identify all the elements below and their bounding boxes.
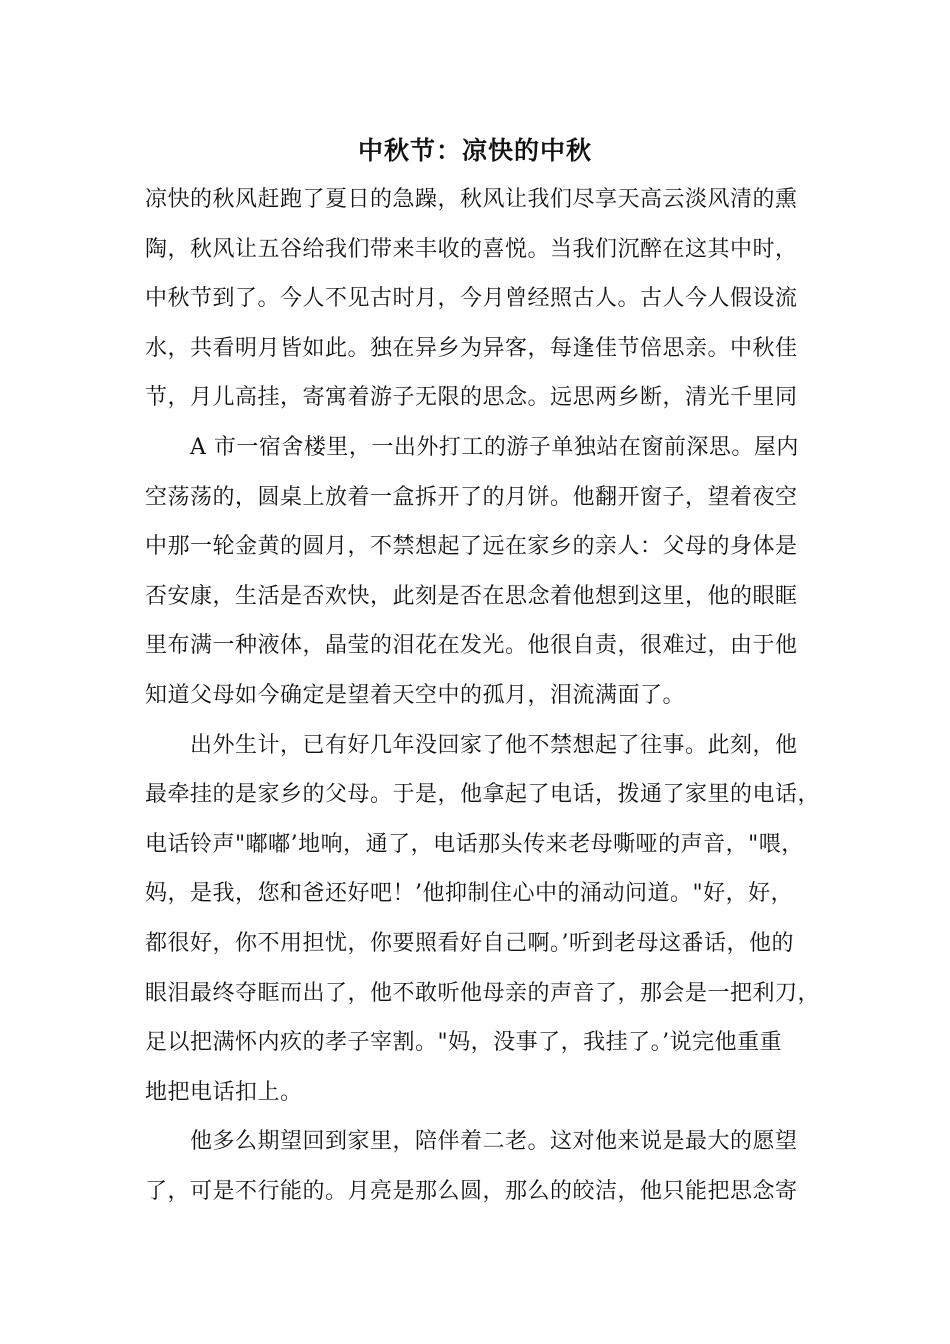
text-line: 空荡荡的，圆桌上放着一盒拆开了的月饼。他翻开窗子，望着夜空: [145, 484, 798, 510]
text-line: A 市一宿舍楼里，一出外打工的游子单独站在窗前深思。屋内: [190, 434, 799, 460]
text-line: 都很好，你不用担忧，你要照看好自己啊。’听到老母这番话，他的: [145, 930, 794, 956]
text-line: 水，共看明月皆如此。独在异乡为异客，每逢佳节倍思亲。中秋佳: [145, 335, 798, 361]
text-line: 了，可是不行能的。月亮是那么圆，那么的皎洁，他只能把思念寄: [145, 1178, 798, 1204]
text-line: 妈，是我，您和爸还好吧！’他抑制住心中的涌动问道。"好，好，: [145, 881, 794, 907]
document-body: [145, 182, 821, 1223]
text-line: 节，月儿高挂，寄寓着游子无限的思念。远思两乡断，清光千里同: [145, 385, 798, 411]
text-line: 最牵挂的是家乡的父母。于是，他拿起了电话，拨通了家里的电话，: [145, 782, 821, 808]
text-line: 里布满一种液体，晶莹的泪花在发光。他很自责，很难过，由于他: [145, 633, 798, 659]
text-line: 电话铃声"嘟嘟’地响，通了，电话那头传来老母嘶哑的声音，"喂，: [145, 831, 804, 857]
text-line: 陶，秋风让五谷给我们带来丰收的喜悦。当我们沉醉在这其中时，: [145, 236, 798, 262]
text-line: 否安康，生活是否欢快，此刻是否在思念着他想到这里，他的眼眶: [145, 583, 798, 609]
text-line: 中那一轮金黄的圆月，不禁想起了远在家乡的亲人：父母的身体是: [145, 534, 798, 560]
text-line: 出外生计，已有好几年没回家了他不禁想起了往事。此刻，他: [190, 732, 798, 758]
text-line: 足以把满怀内疚的孝子宰割。"妈，没事了，我挂了。’说完他重重: [145, 1030, 783, 1056]
text-line: 他多么期望回到家里，陪伴着二老。这对他来说是最大的愿望: [190, 1129, 798, 1155]
text-line: 眼泪最终夺眶而出了，他不敢听他母亲的声音了，那会是一把利刀，: [145, 980, 821, 1006]
document-title: 中秋节：凉快的中秋: [357, 136, 592, 165]
text-line: 中秋节到了。今人不见古时月，今月曾经照古人。古人今人假设流: [145, 286, 798, 312]
text-line: 地把电话扣上。: [145, 1079, 303, 1105]
text-line: 知道父母如今确定是望着天空中的孤月，泪流满面了。: [145, 682, 686, 708]
text-line: 凉快的秋风赶跑了夏日的急躁，秋风让我们尽享天高云淡风清的熏: [145, 187, 798, 212]
